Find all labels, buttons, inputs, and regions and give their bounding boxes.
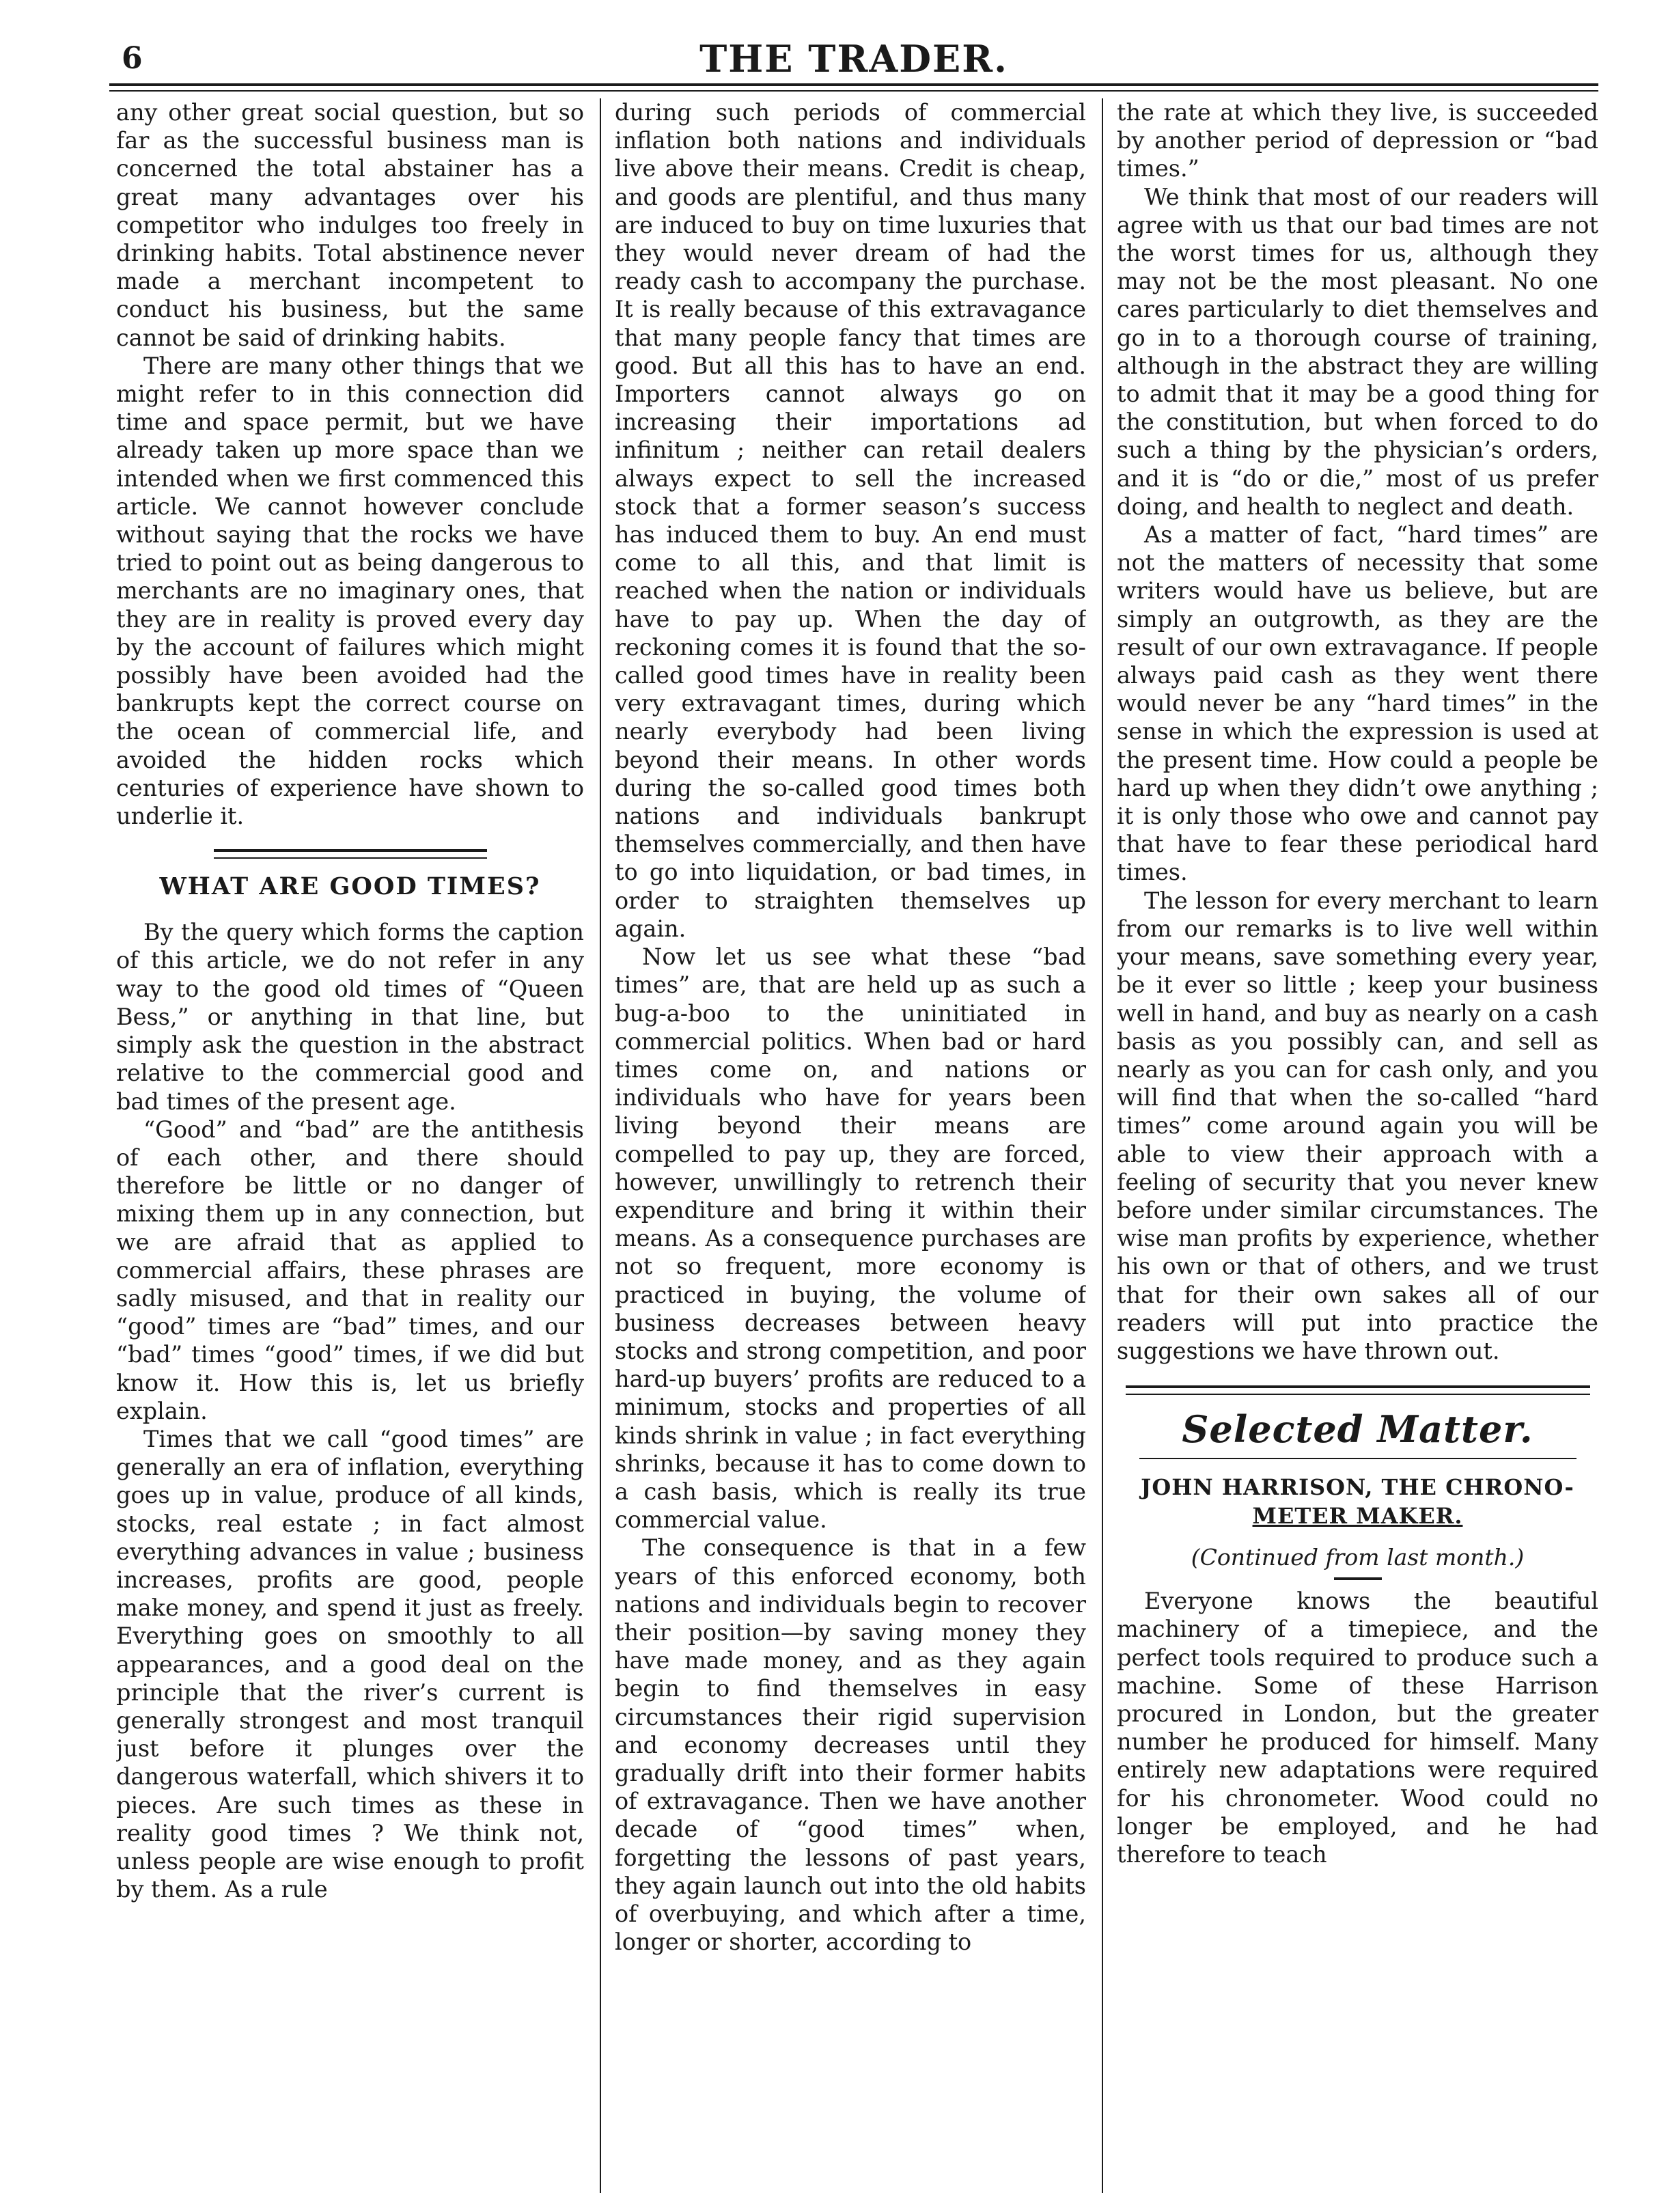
continued-note: (Continued from last month.) [1191, 1544, 1525, 1571]
paragraph: the rate at which they live, is succeeded by another period of depression or “bad times.” [1117, 99, 1598, 182]
paragraph: during such periods of commercial inflation both nations and individuals live above their means. Credit is cheap, and goods are plentiful, and thus many are induced to buy on time luxuries that they would never dream of had the ready cash to accompany the purchase. It is really because of this extravagance that many people fancy that times are good. But all this has to have an end. Importers cannot always go on increasing their importations ad infinitum ; neither can retail dealers always expect to sell the increased stock that a former season’s success has induced them to buy. An end must come to all this, and that limit is reached when the nation or individuals have to pay up. When the day of reckoning comes it is found that the so-called good times have in reality been very extravagant times, during which nearly everybody had been living beyond their means. In other words during the so-called good times both nations and individuals bankrupt themselves commercially, and then have to go into liquidation, or bad times, in order to straighten themselves up again. [615, 99, 1086, 942]
section-divider [214, 849, 487, 859]
masthead [102, 27, 1605, 83]
column-divider [1102, 98, 1103, 2193]
heading-rule [1139, 1458, 1576, 1459]
column-divider [600, 98, 601, 2193]
paragraph: any other great social question, but so far as the successful business man is concerned the total abstainer has a great many advantages over his competitor who indulges too freely in drinking habits. Total abstinence never made a merchant incompetent to conduct his business, but the same cannot be said of drinking habits. [116, 99, 584, 351]
masthead-rule [109, 83, 1598, 92]
paragraph: As a matter of fact, “hard times” are not the matters of necessity that some writers would have us believe, but are simply an outgrowth, as they are the result of our own extravagance. If people always paid cash as they went there would never be any “hard times” in the sense in which the expression is used at the present time. How could a people be hard up when they didn’t owe anything ; it is only those who owe and cannot pay that have to fear these periodical hard times. [1117, 521, 1598, 886]
newspaper-page [102, 27, 1605, 2193]
column-3 [1117, 98, 1598, 2193]
paragraph: We think that most of our readers will agree with us that our bad times are not the worst times for us, although they may not be the most pleasant. No one cares particularly to diet themselves and go in to a thorough course of training, although in the abstract they are willing to admit that it may be a good thing for the constitution, but when forced to do such a thing by the physician’s orders, and it is “do or die,” most of us prefer doing, and health to neglect and death. [1117, 183, 1598, 520]
short-rule [1334, 1577, 1382, 1580]
article-title-line: JOHN HARRISON, THE CHRONO- [1141, 1474, 1574, 1501]
section-heading: Selected Matter. [1182, 1407, 1533, 1452]
paragraph: “Good” and “bad” are the antithesis of each other, and there should therefore be little or no danger of mixing them up in any connection, but we are afraid that as applied to commercial affairs, these phrases are sadly misused, and that in reality our “good” times are “bad” times, and our “bad” times “good” times, if we did but know it. How this is, let us briefly explain. [116, 1116, 584, 1424]
article-title-line: METER MAKER. [1252, 1503, 1463, 1530]
article-heading: WHAT ARE GOOD TIMES? [159, 872, 541, 901]
paper-title: THE TRADER. [699, 37, 1008, 81]
page-number: 6 [122, 41, 143, 76]
paragraph: By the query which forms the caption of this article, we do not refer in any way to the good old times of “Queen Bess,” or anything in that line, but simply ask the question in the abstract relative to the commercial good and bad times of the present age. [116, 919, 584, 1115]
article-title [1130, 1473, 1585, 1530]
paragraph: Now let us see what these “bad times” are, that are held up as such a bug-a-boo to the uninitiated in commercial politics. When bad or hard times come on, and nations or individuals who have for years been living beyond their means are compelled to pay up, they are forced, however, unwillingly to retrench their expenditure and bring it within their means. As a consequence purchases are not so frequent, more economy is practiced in buying, the volume of business decreases between heavy stocks and strong competition, and poor hard-up buyers’ profits are reduced to a minimum, stocks and properties of all kinds shrink in value ; in fact everything shrinks, because it has to come down to a cash basis, which is really its true commercial value. [615, 943, 1086, 1534]
paragraph: The consequence is that in a few years of this enforced economy, both nations and individuals begin to recover their position—by saving money they have made money, and as they again begin to find themselves in easy circumstances their rigid supervision and economy decreases until they gradually drift into their former habits of extravagance. Then we have another decade of “good times” when, forgetting the lessons of past years, they again launch out into the old habits of overbuying, and which after a time, longer or shorter, according to [615, 1534, 1086, 1956]
paragraph: Times that we call “good times” are generally an era of inflation, everything goes up in value, produce of all kinds, stocks, real estate ; in fact almost everything advances in value ; business increases, profits are good, people make money, and spend it just as freely. Everything goes on smoothly to all appearances, and a good deal on the principle that the river’s current is generally strongest and most tranquil just before it plunges over the dangerous waterfall, which shivers it to pieces. Are such times as these in reality good times ? We think not, unless people are wise enough to profit by them. As a rule [116, 1425, 584, 1903]
section-divider [1126, 1385, 1590, 1395]
columns [109, 98, 1598, 2193]
column-2 [615, 98, 1086, 2193]
paragraph: The lesson for every merchant to learn from our remarks is to live well within your means, save something every year, be it ever so little ; keep your business well in hand, and buy as nearly on a cash basis as you possibly can, and sell as nearly as you can for cash only, and you will find that when the so-called “hard times” come around again you will be able to view their approach with a feeling of security that you never knew before under similar circumstances. The wise man profits by experience, whether his own or that of others, and we trust that for their own sakes all of our readers will put into practice the suggestions we have thrown out. [1117, 887, 1598, 1364]
paragraph: There are many other things that we might refer to in this connection did time and space permit, but we have already taken up more space than we intended when we first commenced this article. We cannot however conclude without saying that the rocks we have tried to point out as being dangerous to merchants are no imaginary ones, that they are in reality is proved every day by the account of failures which might possibly have been avoided had the bankrupts kept the correct course on the ocean of commercial life, and avoided the hidden rocks which centuries of experience have shown to underlie it. [116, 352, 584, 830]
column-1 [116, 98, 584, 2193]
paragraph: Everyone knows the beautiful machinery of a timepiece, and the perfect tools required to produce such a machine. Some of these Harrison procured in London, but the greater number he produced for himself. Many entirely new adaptations were required for his chronometer. Wood could no longer be employed, and he had therefore to teach [1117, 1588, 1598, 1868]
